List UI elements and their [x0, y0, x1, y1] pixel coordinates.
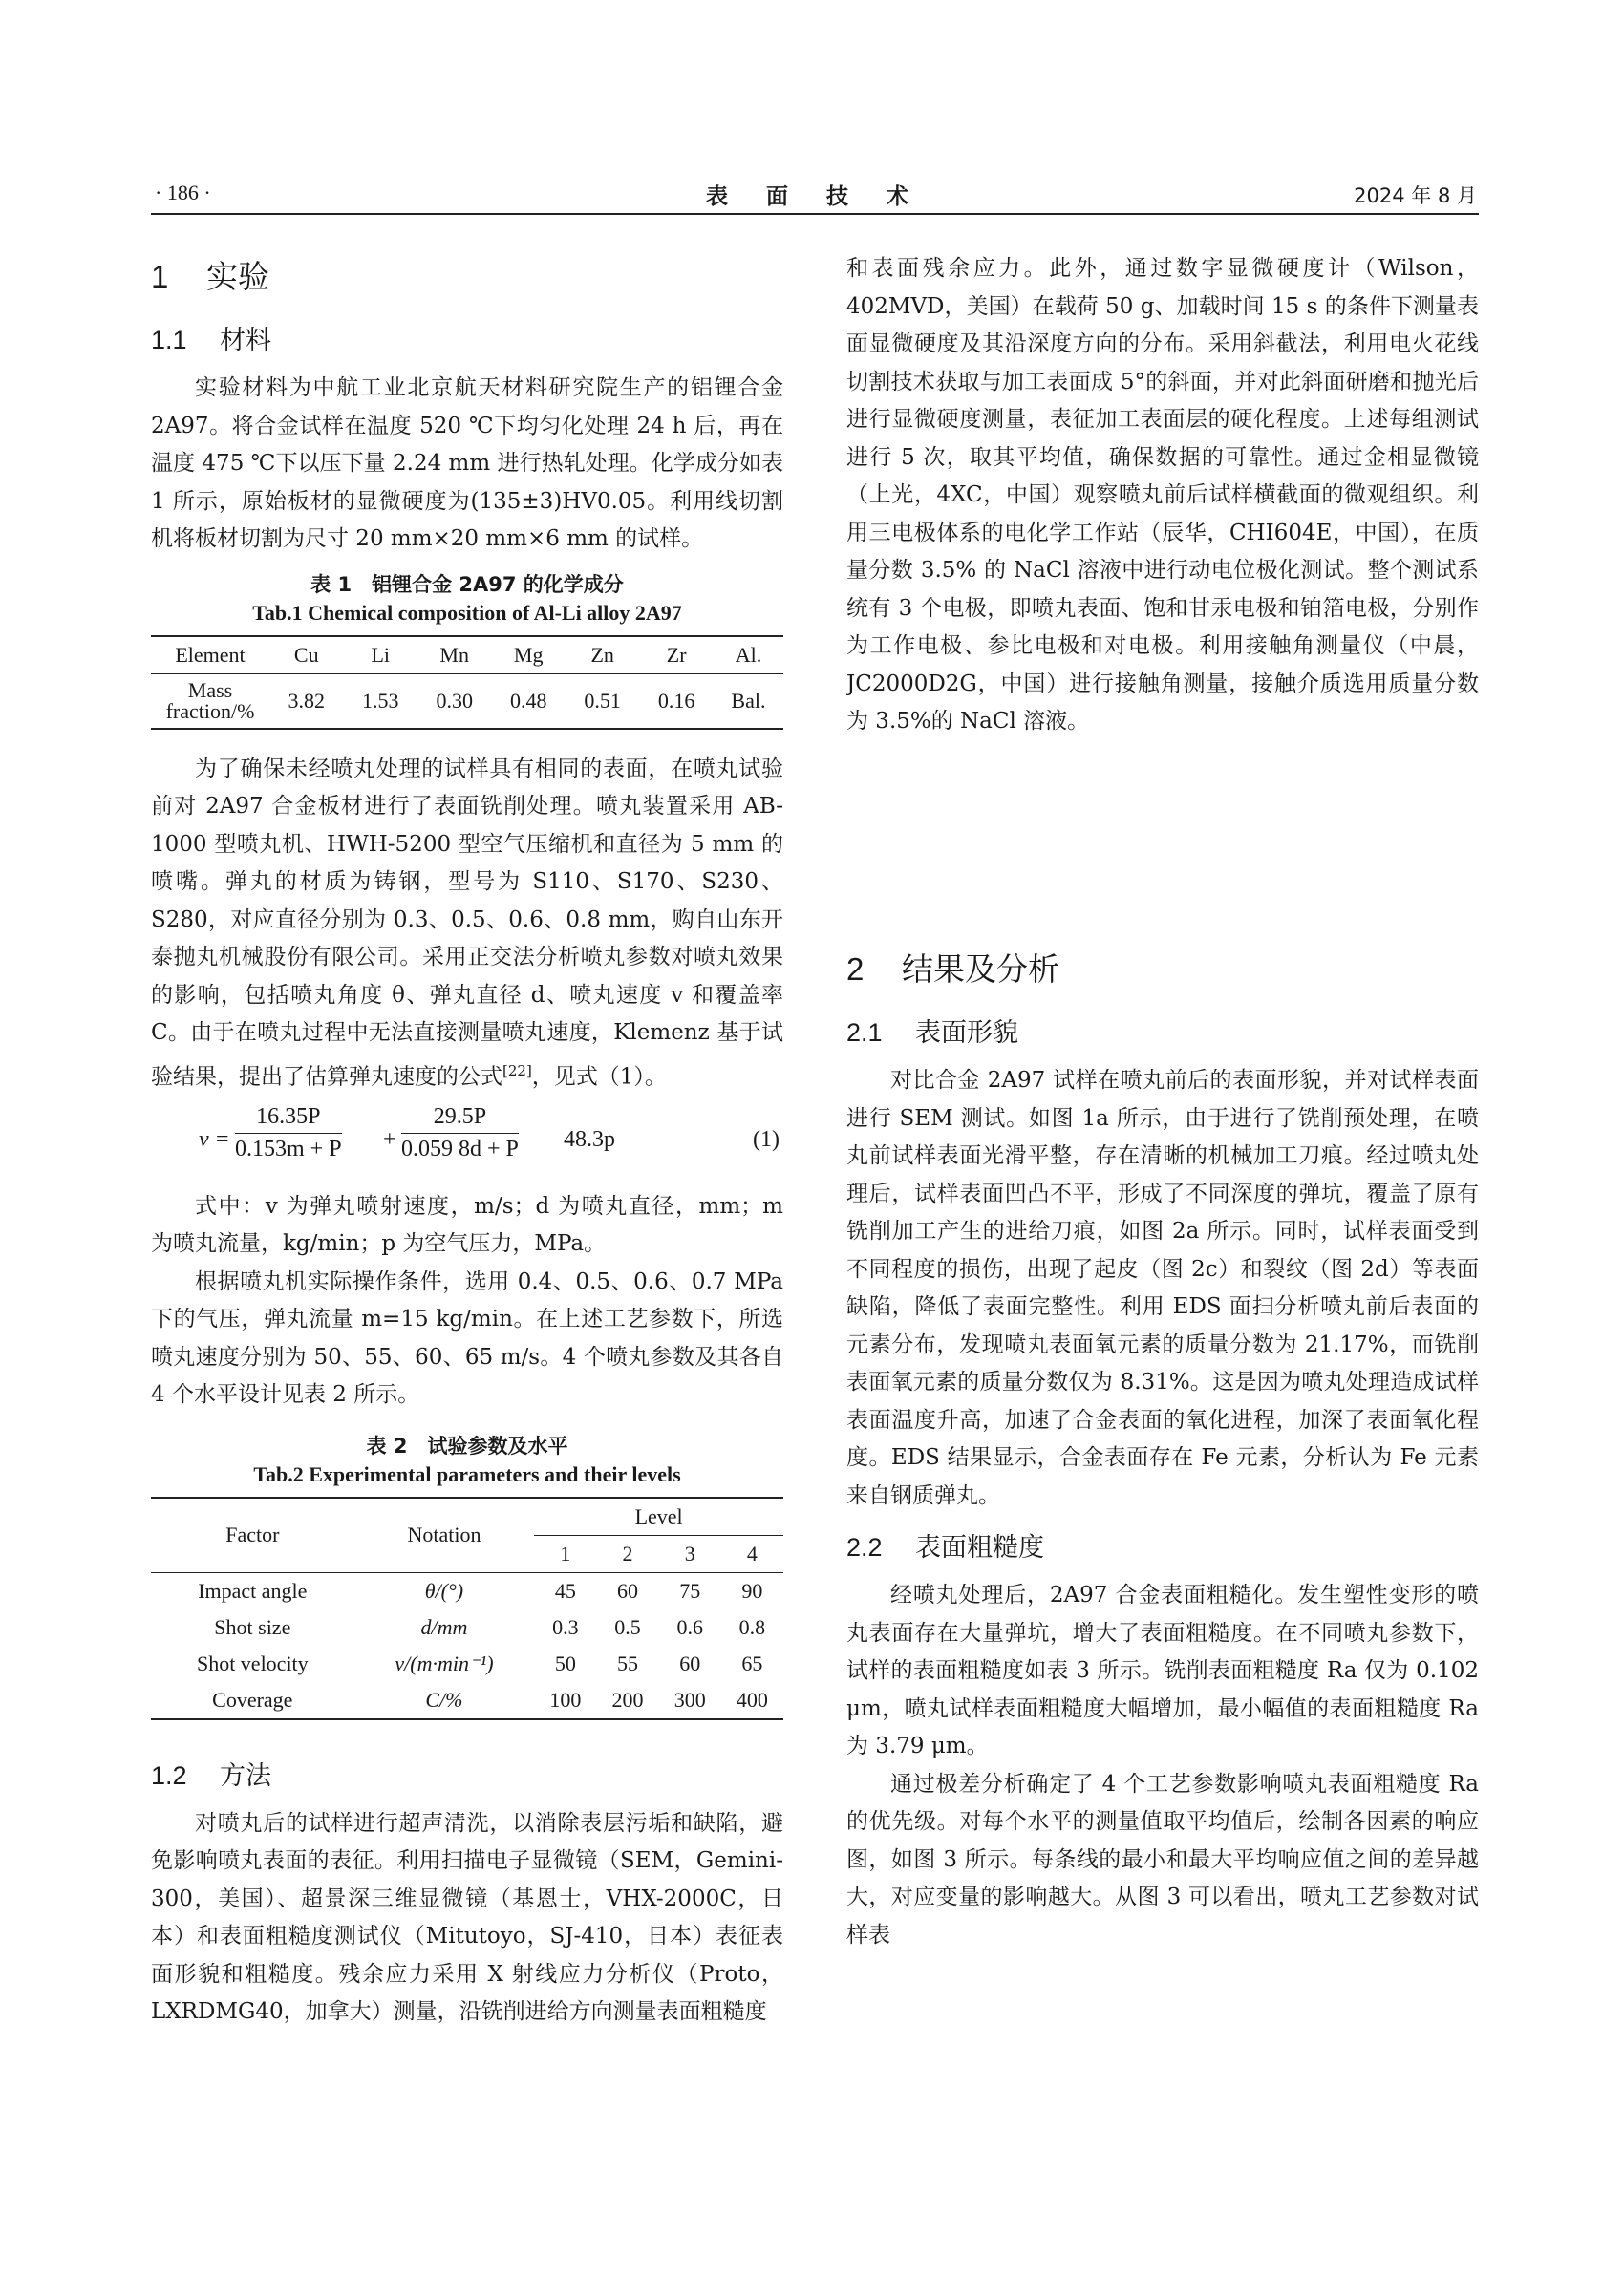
paragraph-roughness-2: 通过极差分析确定了 4 个工艺参数影响喷丸表面粗糙度 Ra 的优先级。对每个水平的测量值取平均值后，绘制各因素的响应图，如图 3 所示。每条线的最小和最大平均响应值之间的差异越大，对应变量的影响越大。从图 3 可以看出，喷丸工艺参数对试样表 [846, 1771, 1479, 1948]
left-column [151, 250, 783, 2031]
equation-1 [151, 1100, 783, 1188]
journal-title: 表 面 技 术 [705, 184, 925, 209]
section-heading-2: 2 结果及分析 [846, 950, 1059, 988]
table1-header-row: Element Cu Li Mn Mg Zn Zr Al. [151, 636, 783, 674]
table1-composition [151, 635, 783, 730]
section-heading-1: 1 实验 [151, 258, 269, 295]
table2-row: Coverage C/% 100 200 300 400 [151, 1682, 783, 1719]
citation: [22] [502, 1061, 532, 1079]
running-header [151, 175, 1479, 215]
eq-tail: 48.3p [564, 1126, 615, 1152]
eq-equals: = [216, 1126, 229, 1152]
page-number: · 186 · [155, 181, 211, 204]
table2-parameters [151, 1497, 783, 1720]
table2-caption: 表 2 试验参数及水平 Tab.2 Experimental parameters and their levels [253, 1434, 681, 1486]
right-column [846, 250, 1479, 1954]
section-heading-1-2: 1.2 方法 [151, 1760, 271, 1791]
paragraph-where: 式中：v 为弹丸喷射速度，m/s；d 为喷丸直径，mm；m 为喷丸流量，kg/min；p 为空气压力，MPa。 [151, 1193, 783, 1257]
table2-row: Impact angle θ/(°) 45 60 75 90 [198, 1578, 763, 1603]
issue-date: 2024 年 8 月 [1354, 184, 1477, 207]
table1-caption: 表 1 铝锂合金 2A97 的化学成分 Tab.1 Chemical composition of Al-Li alloy 2A97 [252, 572, 682, 625]
paragraph-material: 实验材料为中航工业北京航天材料研究院生产的铝锂合金 2A97。将合金试样在温度 520 ℃下均匀化处理 24 h 后，再在温度 475 ℃下以压下量 2.24 mm 进行热轧处理。化学成分如表 1 所示，原始板材的显微硬度为(135±3)HV0.05。利用线切割机将板材切割为尺寸 20 mm×20 mm×6 mm 的试样。 [151, 375, 783, 551]
eq-fraction-2: $\frac{29.5P}{0.059 8d + P}$ [401, 1103, 519, 1161]
table2-header-row: Factor Notation Level [151, 1498, 783, 1536]
section-heading-1-1: 1.1 材料 [151, 326, 271, 355]
paragraph-method-continued: 和表面残余应力。此外，通过数字显微硬度计（Wilson，402MVD，美国）在载荷 50 g、加载时间 15 s 的条件下测量表面显微硬度及其沿深度方向的分布。采用斜截法，利用电火花线切割技术获取与加工表面成 5°的斜面，并对此斜面研磨和抛光后进行显微硬度测量，表征加工表面层的硬化程度。上述每组测试进行 5 次，取其平均值，确保数据的可靠性。通过金相显微镜（上光，4XC，中国）观察喷丸前后试样横截面的微观组织。利用三电极体系的电化学工作站（辰华，CHI604E，中国），在质量分数 3.5% 的 NaCl 溶液中进行动电位极化测试。整个测试系统有 3 个电极，即喷丸表面、饱和甘汞电极和铂箔电极，分别作为工作电极、参比电极和对电极。利用接触角测量仪（中晨，JC2000D2G，中国）进行接触角测量，接触介质选用质量分数为 3.5%的 NaCl 溶液。 [846, 256, 1479, 734]
paragraph-method: 对喷丸后的试样进行超声清洗，以消除表层污垢和缺陷，避免影响喷丸表面的表征。利用扫描电子显微镜（SEM，Gemini-300，美国）、超景深三维显微镜（基恩士，VHX-2000C，日本）和表面粗糙度测试仪（Mitutoyo，SJ-410，日本）表征表面形貌和粗糙度。残余应力采用 X 射线应力分析仪（Proto，LXRDMG40，加拿大）测量，沿铣削进给方向测量表面粗糙度 [151, 1810, 783, 2025]
table1-row: Mass fraction/% 3.82 1.53 0.30 0.48 0.51 0.16 Bal. [151, 673, 783, 729]
eq-lhs: v [199, 1126, 209, 1152]
eq-fraction-1: $\frac{16.35P}{0.153m + P}$ [235, 1103, 342, 1161]
section-heading-2-1: 2.1 表面形貌 [846, 1018, 1018, 1048]
table2-row: Shot velocity v/(m·min⁻¹) 50 55 60 65 [196, 1651, 763, 1675]
paragraph-peening: 为了确保未经喷丸处理的试样具有相同的表面，在喷丸试验前对 2A97 合金板材进行了表面铣削处理。喷丸装置采用 AB-1000 型喷丸机、HWH-5200 型空气压缩机和直径为 5 mm 的喷嘴。弹丸的材质为铸钢，型号为 S110、S170、S230、S280，对应直径分别为 0.3、0.5、0.6、0.8 mm，购自山东开泰抛丸机械股份有限公司。采用正交法分析喷丸参数对喷丸效果的影响，包括喷丸角度 θ、弹丸直径 d、喷丸速度 v 和覆盖率 C。由于在喷丸过程中无法直接测量喷丸速度，Klemenz 基于试验结果，提出了估算弹丸速度的公式[22]，见式（1）。 [151, 756, 783, 1090]
paragraph-roughness-1: 经喷丸处理后，2A97 合金表面粗糙化。发生塑性变形的喷丸表面存在大量弹坑，增大了表面粗糙度。在不同喷丸参数下，试样的表面粗糙度如表 3 所示。铣削表面粗糙度 Ra 仅为 0.102 μm，喷丸试样表面粗糙度大幅增加，最小幅值的表面粗糙度 Ra 为 3.79 μm。 [846, 1583, 1479, 1758]
table2-row: Shot size d/mm 0.3 0.5 0.6 0.8 [214, 1614, 766, 1639]
section-heading-2-2: 2.2 表面粗糙度 [846, 1533, 1044, 1563]
table2-level-row: 1 2 3 4 [151, 1535, 783, 1572]
paragraph-conditions: 根据喷丸机实际操作条件，选用 0.4、0.5、0.6、0.7 MPa 下的气压，弹丸流量 m=15 kg/min。在上述工艺参数下，所选喷丸速度分别为 50、55、60、65 m/s。4 个喷丸参数及其各自 4 个水平设计见表 2 所示。 [151, 1268, 783, 1408]
eq-plus: + [383, 1126, 396, 1152]
paragraph-morphology: 对比合金 2A97 试样在喷丸前后的表面形貌，并对试样表面进行 SEM 测试。如图 1a 所示，由于进行了铣削预处理，在喷丸前试样表面光滑平整，存在清晰的机械加工刀痕。经过喷丸处理后，试样表面凹凸不平，形成了不同深度的弹坑，覆盖了原有铣削加工产生的进给刀痕，如图 2a 所示。同时，试样表面受到不同程度的损伤，出现了起皮（图 2c）和裂纹（图 2d）等表面缺陷，降低了表面完整性。利用 EDS 面扫分析喷丸前后表面的元素分布，发现喷丸表面氧元素的质量分数为 21.17%，而铣削表面氧元素的质量分数仅为 8.31%。这是因为喷丸处理造成试样表面温度升高，加速了合金表面的氧化进程，加深了表面氧化程度。EDS 结果显示，合金表面存在 Fe 元素，分析认为 Fe 元素来自钢质弹丸。 [846, 1068, 1479, 1508]
eq-label: (1) [753, 1126, 780, 1152]
